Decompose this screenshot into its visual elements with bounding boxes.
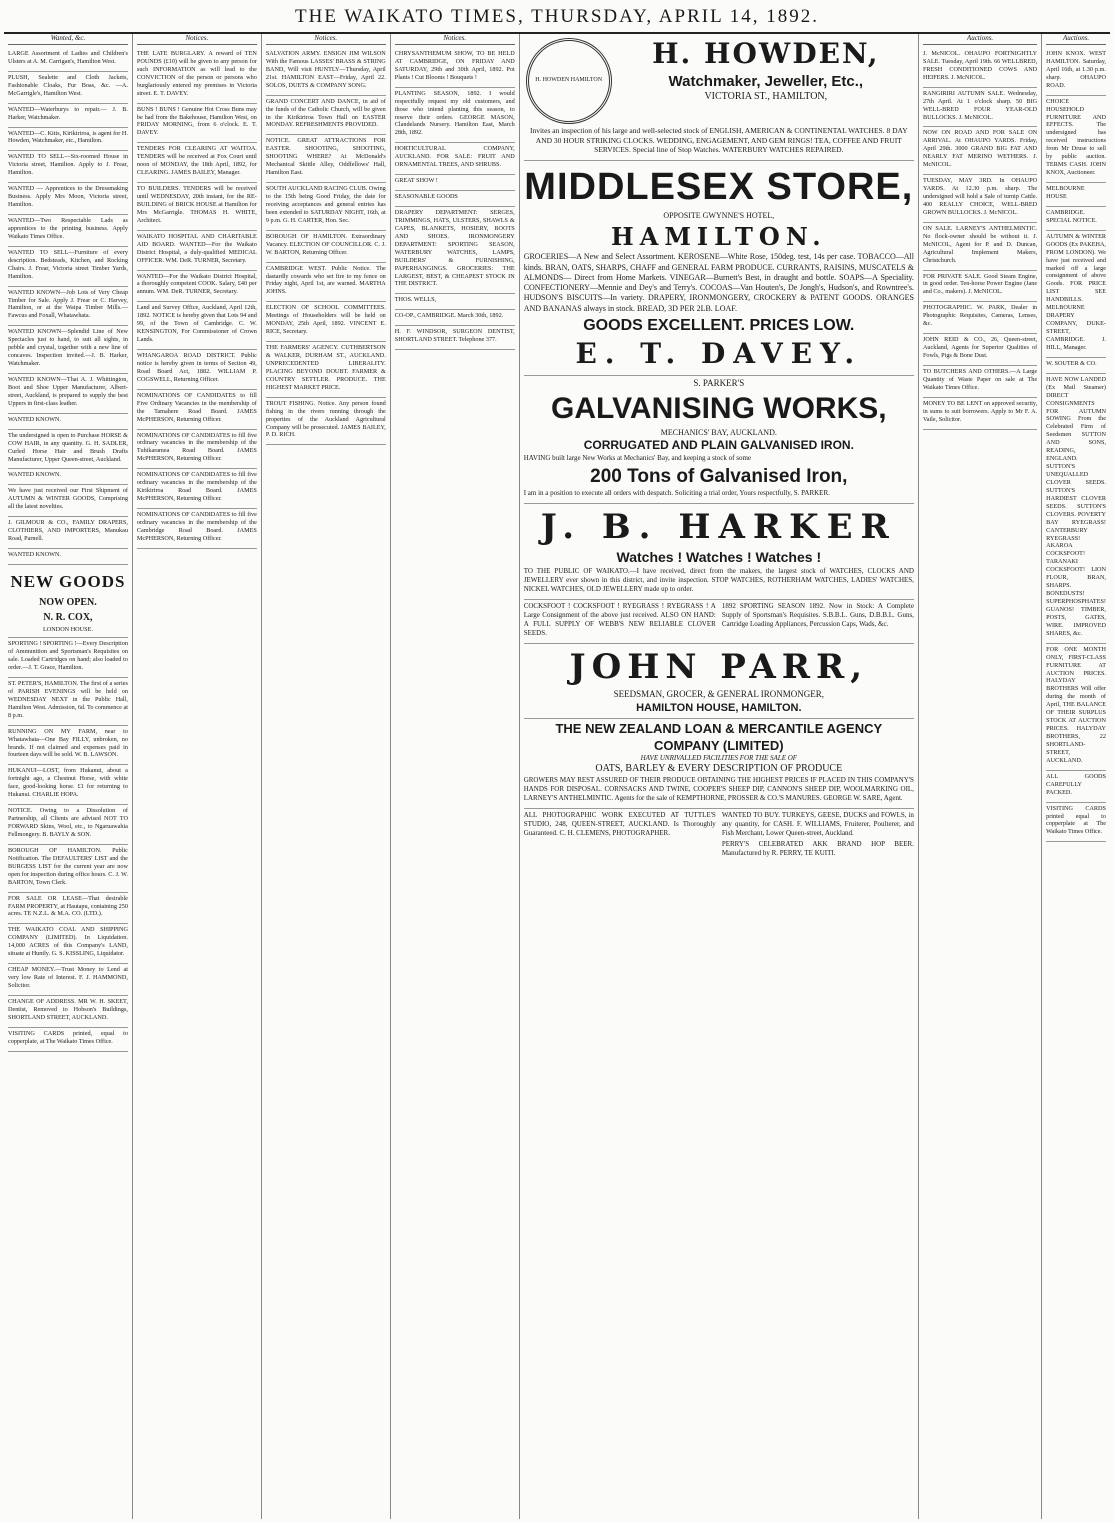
auction-ad	[1046, 231, 1106, 358]
classified-ad	[8, 430, 128, 470]
classified-ad-text: BOROUGH OF HAMILTON. Public Notification. The DEFAULTERS' LIST and the BURGESS LIST for the current year are now open for inspection during office hours. C. J. W. BARTON, Town Clerk.	[8, 846, 128, 886]
classified-ad-text: WANTED KNOWN.	[8, 471, 61, 479]
classified-ad	[8, 638, 128, 678]
notice-ad-text: DRAPERY DEPARTMENT: SERGES, TRIMMINGS, HATS, ULSTERS, SHAWLS & CAPES, BLANKETS, HOSIERY, BOOTS AND SHOES. IRONMONGERY DEPARTMENT: SPORTING SEASON, WATERBURY WATCHES, LAMPS, BUILDERS' & FURNISHING, PAPERHANGINGS. GROCERIES: THE LARGEST, BEST, & CHEAPEST STOCK IN THE DISTRICT.	[394, 209, 515, 288]
auction-ad-text: RANGIRIRI AUTUMN SALE. Wednesday, 27th April. At 1 o'clock sharp. 50 BIG WELL-BRED FOUR YEAR-OLD BULLOCKS. J. McNICOL.	[922, 89, 1038, 121]
notice-ad-text: Land and Survey Office, Auckland, April 12th, 1892. NOTICE is hereby given that Lots 94 and 99, of the Town of Cambridge. C. W. KENSINGTON, For Commissioner of Crown Lands.	[136, 304, 257, 344]
classified-ad-text: CHANGE OF ADDRESS. MR W. H. SKEET, Dentist, Removed to Hobson's Buildings, SHORTLAND STREET, AUCKLAND.	[8, 997, 128, 1021]
classified-ad	[8, 414, 128, 430]
classified-ad	[8, 374, 128, 414]
notice-ad-text: THE FARMERS' AGENCY. CUTHBERTSON & WALKER, DURHAM ST., AUCKLAND. UNPRECEDENTED LIBERALITY. PLACING BEYOND DOUBT. FARMER & COUNTRY SETTLER. PRODUCE. THE HIGHEST MARKET PRICE.	[265, 344, 386, 391]
howden-address: VICTORIA ST., HAMILTON,	[704, 91, 828, 103]
parker-body-2: I am in a position to execute all orders with despatch. Soliciting a trial order, Yours respectfully, S. PARKER.	[523, 488, 830, 497]
classified-ad	[8, 996, 128, 1028]
auction-ad	[923, 302, 1037, 334]
classified-ad-text: WANTED KNOWN—Splendid Line of New Spectacles just to hand, to suit all sights, in pebble and crystal, together with a new line of concaves. Inspection invited.—J. B. Harker, Watchmaker.	[8, 328, 128, 368]
notice-ad-text: THE LATE BURGLARY. A reward of TEN POUNDS (£10) will be given to any person for such INFORMATION as will lead to the CONVICTION of the person or persons who burglariously entered my premises in Victoria street. E. T. DAVEY.	[136, 49, 257, 97]
notice-ad-text: ELECTION OF SCHOOL COMMITTEES. Meetings of Householders will be held on MONDAY, 25th April, 1892. VINCENT E. RICE, Secretary.	[265, 304, 386, 336]
classified-ad-text: WANTED KNOWN.	[8, 415, 61, 423]
notice-ad	[137, 469, 257, 509]
auction-ad	[1046, 207, 1106, 231]
notice-ad	[137, 271, 257, 303]
notice-ad	[137, 350, 257, 390]
notice-ad-text: NOMINATIONS OF CANDIDATES to fill five ordinary vacancies in the membership of the Cambridge Road Board. JAMES McPHERSON, Returning Officer.	[136, 511, 257, 542]
auction-ad-text: VISITING CARDS printed equal to copperplate at The Waikato Times Office.	[1046, 804, 1106, 836]
howden-name: H. HOWDEN,	[652, 37, 880, 70]
notice-ad	[395, 143, 515, 175]
column-notices-3	[391, 34, 520, 1519]
classified-ad-text: J. GILMOUR & CO., FAMILY DRAPERS, CLOTHIERS, AND IMPORTERS, Manukau Road, Parnell.	[8, 519, 128, 543]
classified-ad-text: WANTED TO SELL—Furniture of every description. Bedsteads, Kitchen, and Rocking Chairs. J. Frear, Victoria street Timber Yards, Hamilton.	[8, 248, 128, 280]
auction-ad	[1046, 183, 1106, 207]
parker-ad	[524, 376, 914, 504]
classified-ad	[8, 326, 128, 374]
auction-ad-text: ON SALE. LARNEY'S ANTHELMINTIC. No flock-owner should be without it. J. McNICOL, Agent for P. and D. Duncan, Agricultural Implement Makers, Christchurch.	[922, 224, 1038, 264]
notice-ad	[395, 175, 515, 191]
column-heading: Auctions.	[1046, 34, 1106, 45]
sporting-season-ad: 1892 SPORTING SEASON 1892. Now in Stock: A Complete Supply of Sportsman's Requisites. S.B.B.L. Guns, D.B.B.L. Guns, Cartridge Loading Appliances, Percussion Caps, Wads, &c.	[721, 602, 914, 628]
auction-ad-text: MONEY TO BE LENT on approved security, in sums to suit borrowers. Apply to Mr F. A. Vaile, Solicitor.	[922, 399, 1038, 423]
classified-ad-text: WANTED TO SELL—Six-roomed House in Victoria street, Hamilton. Apply to J. Frear, Hamilton.	[8, 153, 128, 177]
auction-ad-text: ALL GOODS CAREFULLY PACKED.	[1046, 772, 1106, 796]
notice-ad	[137, 183, 257, 231]
middlesex-hamilton: HAMILTON.	[611, 221, 827, 251]
newspaper-columns	[4, 34, 1110, 1519]
classified-ad	[8, 183, 128, 215]
notice-ad-text: BOROUGH OF HAMILTON. Extraordinary Vacancy. ELECTION OF COUNCILLOR. C. J. W. BARTON, Returning Officer.	[265, 232, 386, 256]
cocksfoot-ad: COCKSFOOT ! COCKSFOOT ! RYEGRASS ! RYEGRASS ! A Large Consignment of the above just received. ALSO ON HAND: A FULL SUPPLY OF WEBB'S NEW RELIABLE CLOVER SEEDS.	[523, 602, 716, 637]
classified-ad-text: WANTED KNOWN—That A. J. Whittington, Boot and Shoe Upper Manufacturer, Albert-street, Auckland, is prepared to supply the best Uppers in first-class leather.	[8, 376, 128, 407]
column-wanted	[4, 34, 133, 1519]
auction-ad-text: CHOICE HOUSEHOLD FURNITURE AND EFFECTS. The undersigned has received instructions from Mr Druse to sell by public auction. TERMS CASH. JOHN KNOX, Auctioneer.	[1046, 97, 1106, 177]
notice-ad-text: CHRYSANTHEMUM SHOW, TO BE HELD AT CAMBRIDGE, ON FRIDAY AND SATURDAY, 29th and 30th April, 1892. Pot Plants ! Cut Blooms ! Bouquets !	[394, 49, 515, 81]
parr-ad	[524, 644, 914, 719]
notice-ad-text: NOMINATIONS OF CANDIDATES to fill Five Ordinary Vacancies in the membership of the Tamahere Road Board. JAMES McPHERSON, Returning Officer.	[136, 391, 257, 423]
nz-loan-ad	[524, 719, 914, 809]
nz-loan-body: GROWERS MAY REST ASSURED OF THEIR PRODUCE OBTAINING THE HIGHEST PRICES IF PLACED IN THIS COMPANY'S HANDS FOR DISPOSAL. CORNSACKS AND TWINE, COOPER'S SHEEP DIP, CANNON'S SHEEP DIP, WOOLMARKING OIL, LARNEY'S ANTHELMINTIC. Agents for the sale of KEMPTHORNE, PROSSER & CO.'S MANURES. GEORGE W. SARE, Agent.	[523, 775, 914, 802]
notice-ad	[137, 509, 257, 549]
auction-ad-text: FOR PRIVATE SALE. Good Steam Engine, in good order. Ten-horse Power Engine (Jane and Co., makers). J. McNICOL.	[922, 272, 1038, 296]
auction-ad-text: PHOTOGRAPHIC. W. PARK, Dealer in Photographic Requisites, Cameras, Lenses, &c.	[922, 304, 1038, 328]
notice-ad-text: CAMBRIDGE WEST. Public Notice. The dastardly cowards who set fire to my fence on Friday night, April 1st, are warned. MARTHA JOHNS.	[265, 264, 386, 296]
auction-ad	[923, 223, 1037, 271]
classified-ad	[8, 924, 128, 964]
corrugated-line: CORRUGATED AND PLAIN GALVANISED IRON.	[583, 438, 854, 453]
auction-ad	[1046, 374, 1106, 644]
classified-ad	[8, 678, 128, 726]
classified-ad-text: SPORTING ! SPORTING !—Every Description of Ammunition and Sportsman's Requisites on sale. Loaded Cartridges on hand; also loaded to order.—J. T. Grace, Hamilton.	[8, 640, 128, 672]
auction-ad	[1046, 48, 1106, 96]
notice-ad-text: WAIKATO HOSPITAL AND CHARITABLE AID BOARD. WANTED—For the Waikato District Hospital, a duly-qualified MEDICAL OFFICER. WM. DeR. TURNER, Secretary.	[136, 232, 257, 264]
notice-ad-text: TENDERS FOR CLEARING AT WAITOA. TENDERS will be received at Fox Court until noon of MONDAY, the 18th April, 1892, for CLEARING. JAMES BAILEY, Manager.	[136, 145, 257, 177]
cox-name: N. R. COX,	[43, 611, 93, 623]
auction-ad	[923, 88, 1037, 128]
classified-ad-text: RUNNING ON MY FARM, near to Whatawhata—One Bay FILLY, unbroken, no brands. If not claimed and expenses paid in fourteen days will be sold. W. B. LAWSON.	[8, 727, 128, 759]
classified-ad-text: HUKANUI—LOST, from Hukanui, about a fortnight ago, a Chestnut Horse, with white face, good-looking horse. £1 for returning to Hukanui. CHARLIE HOPA.	[8, 767, 128, 799]
now-open-text: NOW OPEN.	[39, 596, 97, 608]
auction-ad	[923, 398, 1037, 430]
classified-ad	[8, 215, 128, 247]
column-auctions-2	[1042, 34, 1110, 1519]
auction-ad-text: TO BUTCHERS AND OTHERS.—A Large Quantity of Waste Paper on sale at The Waikato Times Office.	[922, 367, 1038, 391]
middlesex-sub: OPPOSITE GWYNNE'S HOTEL,	[663, 211, 775, 221]
auction-ad-text: AUTUMN & WINTER GOODS (Ex PAKEHA, FROM LONDON). We have just received and marked off a large consignment of above Goods. FOR PRICE LIST SEE HANDBILLS. MELBOURNE DRAPERY COMPANY, DUKE-STREET, CAMBRIDGE. J. HILL, Manager.	[1046, 232, 1106, 351]
classified-ad-text: WANTED—Waterburys to repair.— J. B. Harker, Watchmaker.	[8, 105, 128, 121]
classified-ad-text: WANTED—C. Kitts, Kirikiriroa, is agent for H. Howden, Watchmaker, etc., Hamilton.	[8, 129, 128, 145]
notice-ad-text: WHANGAROA ROAD DISTRICT. Public notice is hereby given in terms of Section 49, Road Board Act, 1882. WILLIAM P. COGSWELL, Returning Officer.	[136, 352, 257, 383]
auction-ad	[923, 127, 1037, 175]
notice-ad	[137, 104, 257, 144]
auction-ad-text: CAMBRIDGE. SPECIAL NOTICE.	[1046, 208, 1097, 224]
parr-name: JOHN PARR,	[569, 646, 869, 687]
howden-sub: Watchmaker, Jeweller, Etc.,	[668, 72, 864, 90]
howden-body: Invites an inspection of his large and well-selected stock of ENGLISH, AMERICAN & CONTINENTAL WATCHES. 8 DAY AND 30 HOUR STRIKING CLOCKS. WEDDING, ENGAGEMENT, AND GEM RINGS! TEA, COFFEE AND FRUIT SERVICES. Special line of Stop Watches. WATERBURY WATCHES REPAIRED.	[529, 126, 908, 155]
notice-ad	[137, 390, 257, 430]
harker-ad	[524, 504, 914, 600]
notice-ad	[266, 96, 386, 136]
notice-ad-text: HORTICULTURAL COMPANY, AUCKLAND. FOR SALE: FRUIT AND ORNAMENTAL TREES, AND SHRUBS.	[394, 145, 515, 169]
notice-ad	[266, 48, 386, 96]
auction-ad-text: W. SOUTER & CO.	[1046, 359, 1097, 367]
classified-ad	[8, 72, 128, 104]
parker-body: HAVING built large New Works at Mechanics' Bay, and keeping a stock of some	[523, 453, 751, 462]
davey-name: E. T. DAVEY.	[575, 337, 863, 371]
classified-ad	[8, 287, 128, 327]
notice-ad-text: THOS. WELLS,	[394, 296, 437, 304]
classified-ad	[8, 765, 128, 805]
classified-ad	[8, 485, 128, 517]
classified-ad	[8, 48, 128, 72]
auction-ad	[1046, 803, 1106, 843]
notice-ad-text: PLANTING SEASON, 1892. I would respectfully request my old customers, and those who intend planting this season, to reserve their orders. GEORGE MASON, Clandelands Nursery. Hamilton East, March 28th, 1892.	[394, 89, 515, 137]
middlesex-headline: MIDDLESEX STORE,	[524, 165, 914, 208]
pocket-watch-icon	[526, 38, 612, 124]
notice-ad-text: H. F. WINDSOR, SURGEON DENTIST, SHORTLAND STREET. Telephone 377.	[394, 328, 515, 344]
auction-ad-text: JOHN REID & CO., 26, Queen-street, Auckland, Agents for Superior Qualities of Fowls, Pigs & Bone Dust.	[922, 336, 1038, 360]
classified-ad-text: WANTED — Apprentices to the Dressmaking Business. Apply Mrs Moon, Victoria street, Hamilton.	[8, 185, 128, 209]
notice-ad	[395, 48, 515, 88]
notice-ad	[395, 326, 515, 350]
harker-name: J. B. HARKER	[540, 506, 897, 547]
classified-ad-text: NOTICE. Owing to a Dissolution of Partnership, all Clients are advised NOT TO FORWARD Skins, Wool, etc., to Ngaruawahia Fellmongery. B. BAYLY & SON.	[8, 807, 128, 838]
column-notices-1	[133, 34, 262, 1519]
classified-ad	[8, 549, 128, 565]
mechanics-bay: MECHANICS' BAY, AUCKLAND.	[660, 427, 777, 437]
auction-ad-text: MELBOURNE HOUSE	[1046, 185, 1085, 200]
notice-ad	[395, 207, 515, 294]
notice-ad	[395, 191, 515, 207]
notice-ad	[137, 231, 257, 271]
parker-top: S. PARKER'S	[693, 378, 745, 389]
notice-ad	[266, 231, 386, 263]
classified-ad-text: VISITING CARDS printed, equal to copperplate, at The Waikato Times Office.	[8, 1029, 128, 1045]
tons-line: 200 Tons of Galvanised Iron,	[590, 465, 848, 487]
notice-ad-text: NOMINATIONS OF CANDIDATES to fill five ordinary vacancies in the membership of the Kirikiriroa Road Board. JAMES McPHERSON, Returning Officer.	[136, 471, 257, 503]
nz-loan-sub: HAVE UNRIVALLED FACILITIES FOR THE SALE OF	[640, 754, 798, 763]
auction-ad	[1046, 358, 1106, 374]
classified-ad-text: CHEAP MONEY.—Trust Money to Lend at very low Rate of Interest. F. J. HAMMOND, Solicitor.	[8, 966, 128, 990]
masthead: THE WAIKATO TIMES, THURSDAY, APRIL 14, 1892.	[4, 0, 1110, 34]
notice-ad	[266, 302, 386, 342]
auction-ad-text: NOW ON ROAD AND FOR SALE ON ARRIVAL. At OHAUPO YARDS. Friday, April 29th. 3000 GRAND BIG FAT AND NEARLY FAT MERINO WETHERS. J. McNICOL.	[922, 129, 1038, 169]
classified-ad-text: PLUSH, Sealette and Cloth Jackets, Fashionable Cloaks, Fur Boas, &c. —A. McGarrigle's, Hamilton West.	[8, 73, 128, 97]
bottom-row-ads	[524, 809, 914, 863]
classified-ad	[8, 893, 128, 925]
notice-ad	[137, 302, 257, 350]
tuttle-studio-ad: ALL PHOTOGRAPHIC WORK EXECUTED AT TUTTLE'S STUDIO, 248, QUEEN-STREET, AUCKLAND. Is Thoroughly Guaranteed. C. H. CLEMENS, PHOTOGRAPHER.	[523, 810, 716, 837]
classified-ad	[8, 726, 128, 766]
notice-ad	[395, 310, 515, 326]
classified-ad	[8, 247, 128, 287]
notice-ad	[266, 183, 386, 231]
notice-ad-text: WANTED—For the Waikato District Hospital, a thoroughly competent COOK. Salary, £40 per annum. WM. DeR. TURNER, Secretary.	[136, 272, 257, 296]
goods-excellent: GOODS EXCELLENT. PRICES LOW.	[583, 316, 855, 334]
classified-ad-text: WANTED KNOWN—Job Lots of Very Cheap Timber for Sale. Apply J. Frear or C. Harvey, Hamilton, or at the Waipa Timber Mills.—Fawcus and Foxall, Whatawhata.	[8, 288, 128, 320]
auction-ad-text: FOR ONE MONTH ONLY, FIRST-CLASS FURNITURE AT AUCTION PRICES. HALYDAY BROTHERS Will offer during the month of April, THE BALANCE OF THEIR SURPLUS STOCK AT AUCTION PRICES. HALYDAY BROTHERS, 22 SHORTLAND-STREET, AUCKLAND.	[1046, 645, 1106, 764]
classified-ad	[8, 151, 128, 183]
auction-ad	[923, 366, 1037, 398]
notice-ad	[395, 294, 515, 310]
notice-ad-text: SALVATION ARMY. ENSIGN JIM WILSON With the Famous LASSES' BRASS & STRING BAND, Will visit HUNTLY—Thursday, April 21st. HAMILTON EAST—Friday, April 22. SOLOS, DUETS & COMPANY SONG.	[265, 49, 386, 89]
classified-ad-text: FOR SALE OR LEASE—That desirable FARM PROPERTY, at Hautapu, containing 250 acres. TE N.Z.L. & M.A. CO. (LTD.).	[8, 894, 128, 918]
notice-ad	[137, 430, 257, 470]
column-auctions-1	[919, 34, 1042, 1519]
classified-ad-text: WANTED—Two Respectable Lads as apprentices to the printing business. Apply Waikato Times Office.	[8, 217, 128, 240]
notice-ad-text: NOMINATIONS OF CANDIDATES to fill five ordinary vacancies in the membership of the Tuhikaramea Road Board. JAMES McPHERSON, Returning Officer.	[136, 431, 257, 463]
watches-line: Watches ! Watches ! Watches !	[616, 549, 822, 566]
classified-ad-text: ST. PETER'S, HAMILTON. The first of a series of PARISH EVENINGS will be held on WEDNESDAY NEXT in the Public Hall, Hamilton West. Admission, 6d. To commence at 8 p.m.	[8, 679, 128, 719]
center-display-ads	[520, 34, 919, 1519]
classified-ad	[8, 517, 128, 549]
notice-ad-text: TO BUILDERS. TENDERS will be received until WEDNESDAY, 20th instant, for the RE-BUILDING of BRICK HOUSE at Hamilton for Mrs McGarrigle. THOMAS H. WHITE, Architect.	[136, 185, 257, 224]
notice-ad-text: TROUT FISHING. Notice. Any person found fishing in the rivers running through the properties of the Auckland Agricultural Company will be prosecuted. JAMES BAILEY, P. D. RICH.	[265, 399, 386, 439]
nz-loan-sub-2: OATS, BARLEY & EVERY DESCRIPTION OF PRODUCE	[595, 763, 843, 775]
classified-ad	[8, 469, 128, 485]
auction-ad	[1046, 771, 1106, 803]
notice-ad	[137, 48, 257, 104]
middlesex-ad	[524, 161, 914, 376]
notice-ad-text: CO-OP., CAMBRIDGE. March 30th, 1892.	[394, 312, 504, 320]
perry-ad: PERRY'S CELEBRATED AKK BRAND HOP BEER. Manufactured by R. PERRY, TE KUITI.	[721, 839, 914, 857]
classified-ad	[8, 805, 128, 845]
notice-ad-text: SOUTH AUCKLAND RACING CLUB. Owing to the 15th being Good Friday, the date for receiving acceptances and general entries has been extended to SATURDAY NIGHT, 16th, at 9 p.m. G. H. CARTER, Hon. Sec.	[265, 185, 386, 224]
galvanising-headline: GALVANISING WORKS,	[551, 391, 887, 425]
cox-sub: LONDON HOUSE.	[43, 626, 93, 634]
notice-ad-text: SEASONABLE GOODS	[394, 193, 458, 201]
classified-ad-text: LARGE Assortment of Ladies and Children's Ulsters at A. M. Carrigan's, Hamilton West.	[8, 49, 128, 65]
nz-loan-headline: THE NEW ZEALAND LOAN & MERCANTILE AGENCY COMPANY (LIMITED)	[555, 720, 883, 753]
auction-ad-text: HAVE NOW LANDED (Ex Mail Steamer) DIRECT CONSIGNMENTS FOR AUTUMN SOWING From the Celebrated Firm of Seedsmen SUTTON AND SONS, READING, ENGLAND. SUTTON'S UNEQUALLED CLOVER SEEDS. SUTTON'S HARDIEST CLOVER SEEDS. SUTTON'S CLOVERS. POVERTY BAY RYEGRASS! CANTERBURY RYEGRASS! AKAROA COCKSFOOT! TARANAKI COCKSFOOT! LION FLOUR, BRAN, SHARPS. BONEDUSTS! SUPERPHOSPHATES! GUANOS! TIMBER, POSTS, GATES, WIRE. IMPROVED SHARES, &c.	[1046, 375, 1106, 637]
notice-ad-text: GREAT SHOW !	[394, 177, 438, 185]
harker-body: TO THE PUBLIC OF WAIKATO.—I have received, direct from the makers, the largest stock of WATCHES, CLOCKS AND JEWELLERY ever shown in this district, and invite inspection. STOP WATCHES, ROTHERHAM WATCHES, LADIES' WATCHES, NICKEL WATCHES, OLD JEWELLERY made up to order.	[523, 567, 914, 594]
williams-ad: WANTED TO BUY. TURKEYS, GEESE, DUCKS and FOWLS, in any quantity, for CASH. F. WILLIAMS, Fruiterer, Poulterer, and Fish Merchant, Lower Queen-street, Auckland.	[721, 810, 914, 837]
notice-ad	[266, 263, 386, 303]
middlesex-body: GROCERIES—A New and Select Assortment. KEROSENE—White Rose, 150deg. test, 14s per case. TOBACCO—All kinds. BRAN, OATS, SHARPS, CHAFF and GENERAL FARM PRODUCE. CURRANTS, RAISINS, MUSCATELS & ALMONDS— Direct from Home Markets. VINEGAR—Burnett's Best, in draught and bottle. SOAPS—A Speciality. CONFECTIONERY—Mennie and Dey's and Terry's. COCOAS—Van Houten's, De Jongh's, Hudson's, and Rowntree's. HUDSON'S BISCUITS—In variety. DRAPERY, IRONMONGERY, CROCKERY & PATENT GOODS. ORANGES AND BANANAS always in stock. BREAD, 3D PER 2LB. LOAF.	[523, 252, 914, 313]
column-heading: Notices.	[137, 34, 257, 45]
column-heading: Auctions.	[923, 34, 1037, 45]
parr-sub: SEEDSMAN, GROCER, & GENERAL IRONMONGER,	[613, 689, 825, 700]
notice-ad-text: GRAND CONCERT AND DANCE, in aid of the funds of the Catholic Church, will be given in the Kirikiriroa Town Hall on EASTER MONDAY. REFRESHMENTS PROVIDED.	[265, 97, 386, 129]
auction-ad	[923, 48, 1037, 88]
auction-ad-text: JOHN KNOX. WEST HAMILTON. Saturday, April 16th, at 1.30 p.m. sharp. OHAUPO ROAD.	[1046, 49, 1106, 89]
column-heading: Notices.	[395, 34, 515, 45]
notice-ad	[266, 398, 386, 446]
column-heading: Wanted, &c.	[8, 34, 128, 45]
auction-ad	[1046, 644, 1106, 771]
column-heading: Notices.	[266, 34, 386, 45]
classified-ad	[8, 104, 128, 128]
classified-ad-text: We have just received our First Shipment of AUTUMN & WINTER GOODS, Comprising all the latest novelties.	[8, 487, 128, 511]
auction-ad-text: TUESDAY, MAY 3RD. In OHAUPO YARDS. At 12.30 p.m. sharp. The undersigned will hold a Sale of turnip Cattle. 400 REALLY CHOICE, WELL-BRED GROWN BULLOCKS. J. McNICOL.	[922, 177, 1038, 216]
howden-ad	[524, 34, 914, 161]
auction-ad	[923, 271, 1037, 303]
classified-ad-text: THE WAIKATO COAL AND SHIPPING COMPANY (LIMITED). In Liquidation. 14,000 ACRES of this Company's LAND, situate at Huntly. G. S. KISSLING, Liquidator.	[8, 926, 128, 958]
notice-ad-text: NOTICE. GREAT ATTRACTIONS FOR EASTER. SHOOTING, SHOOTING, SHOOTING WHERE? At McDonald's Mechanical Skittle Alley, Oddfellows' Hall, Hamilton East.	[265, 137, 386, 177]
notice-ad	[395, 88, 515, 144]
parr-address: HAMILTON HOUSE, HAMILTON.	[636, 701, 802, 714]
notice-ad	[137, 143, 257, 183]
new-goods-ad	[8, 565, 128, 638]
new-goods-headline: NEW GOODS	[10, 571, 126, 591]
seed-sporting-row	[524, 600, 914, 644]
classified-ad-text: The undersigned is open to Purchase HORSE & COW HAIR, in any quantity. G. H. SADLER, Curled Horse Hair and Brush Drafts Manufacturer, Upper Queen-street, Auckland.	[8, 431, 128, 463]
classified-ad	[8, 845, 128, 893]
notice-ad	[266, 135, 386, 183]
classified-ad-text: WANTED KNOWN.	[8, 551, 61, 559]
auction-ad	[923, 334, 1037, 366]
classified-ad	[8, 128, 128, 152]
auction-ad	[1046, 96, 1106, 183]
auction-ad	[923, 175, 1037, 223]
classified-ad	[8, 964, 128, 996]
column-notices-2	[262, 34, 391, 1519]
notice-ad-text: BUNS ! BUNS ! Genuine Hot Cross Buns may be had from the Bakehouse, Hamilton West, on FRIDAY MORNING, from 6 o'clock. E. T. DAVEY.	[136, 105, 257, 137]
classified-ad	[8, 1028, 128, 1052]
notice-ad	[266, 342, 386, 398]
watch-label: H. HOWDEN HAMILTON	[535, 77, 603, 84]
auction-ad-text: J. McNICOL. OHAUPO FORTNIGHTLY SALE. Tuesday, April 19th. 66 WELLBRED, FRESH CONDITIONED COWS AND HEIFERS. J. McNICOL.	[922, 49, 1038, 81]
